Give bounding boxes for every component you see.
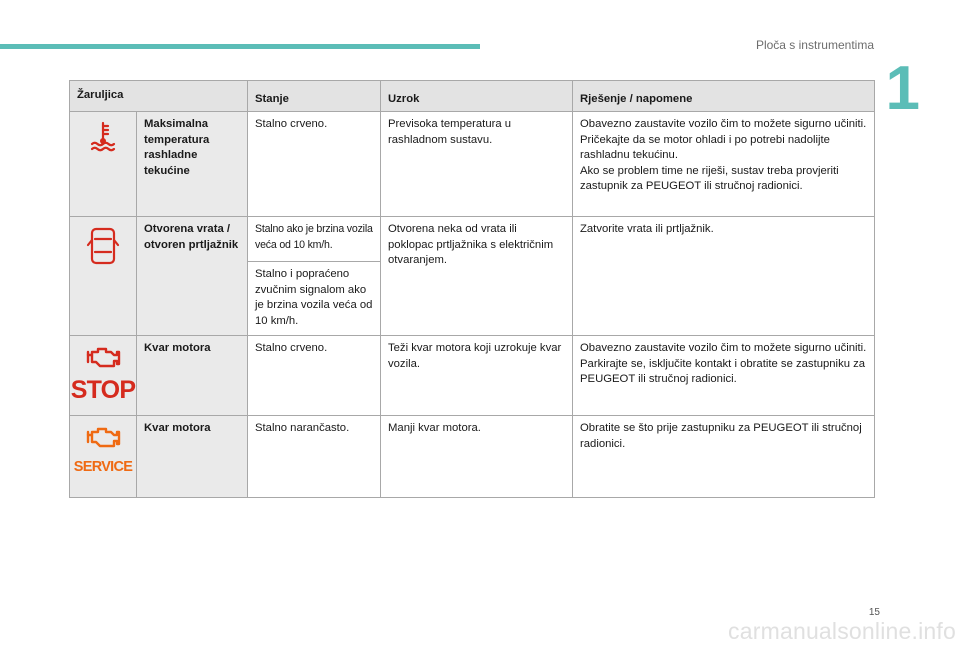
page-number: 15 (868, 607, 880, 618)
lamp-state: Stalno narančasto. (248, 416, 381, 498)
open-door-icon (86, 225, 120, 267)
table-row (70, 217, 875, 262)
lamp-solution: Obavezno zaustavite vozilo čim to možete sigurno učiniti. Parkirajte se, isključite kontakt i obratite se zastupniku za PEUGEOT ili stručnoj radionici. (573, 336, 875, 416)
column-header-state: Stanje (248, 81, 381, 112)
lamp-solution: Obratite se što prije zastupniku za PEUGEOT ili stručnoj radionici. (573, 416, 875, 498)
section-title: Ploča s instrumentima (755, 38, 874, 52)
lamp-cell (70, 217, 137, 336)
lamp-name: Maksimalna temperatura rashladne tekućine (137, 112, 248, 217)
column-header-lamp: Žaruljica (70, 81, 248, 112)
lamp-solution: Obavezno zaustavite vozilo čim to možete sigurno učiniti. Pričekajte da se motor ohladi i po potrebi nadolijte rashladnu tekućinu. Ako se problem time ne riješi, sustav treba provjeriti zastupnik za PEUGEOT ili stručnoj radionici. (573, 112, 875, 217)
service-label: SERVICE (73, 459, 133, 475)
lamp-cell (70, 336, 137, 416)
chapter-number: 1 (885, 54, 920, 123)
table-row (70, 336, 875, 416)
lamp-state: Stalno ako je brzina vozila veća od 10 km/h. (248, 217, 381, 262)
column-header-solution: Rješenje / napomene (573, 81, 875, 112)
lamp-name: Kvar motora (137, 416, 248, 498)
lamp-cell (70, 416, 137, 498)
lamp-cause: Teži kvar motora koji uzrokuje kvar vozila. (381, 336, 573, 416)
lamp-name: Otvorena vrata / otvoren prtljažnik (137, 217, 248, 336)
table-row (70, 112, 875, 217)
lamp-state: Stalno crveno. (248, 336, 381, 416)
lamp-state-secondary: Stalno i popraćeno zvučnim signalom ako je brzina vozila veća od 10 km/h. (248, 262, 381, 336)
lamp-name: Kvar motora (137, 336, 248, 416)
lamp-cause: Manji kvar motora. (381, 416, 573, 498)
lamp-state: Stalno crveno. (248, 112, 381, 217)
lamp-cause: Previsoka temperatura u rashladnom sustavu. (381, 112, 573, 217)
column-header-cause: Uzrok (381, 81, 573, 112)
table-row (70, 416, 875, 498)
coolant-temperature-icon (86, 120, 120, 154)
lamp-solution: Zatvorite vrata ili prtljažnik. (573, 217, 875, 336)
watermark: carmanualsonline.info (728, 618, 956, 644)
lamp-cause: Otvorena neka od vrata ili poklopac prtljažnika s električnim otvaranjem. (381, 217, 573, 336)
engine-icon (84, 344, 122, 370)
header-accent-bar (0, 44, 480, 49)
stop-label: STOP (70, 376, 136, 404)
warning-lamps-table (69, 80, 875, 498)
engine-icon (84, 424, 122, 450)
table-header-row (70, 81, 875, 112)
lamp-cell (70, 112, 137, 217)
